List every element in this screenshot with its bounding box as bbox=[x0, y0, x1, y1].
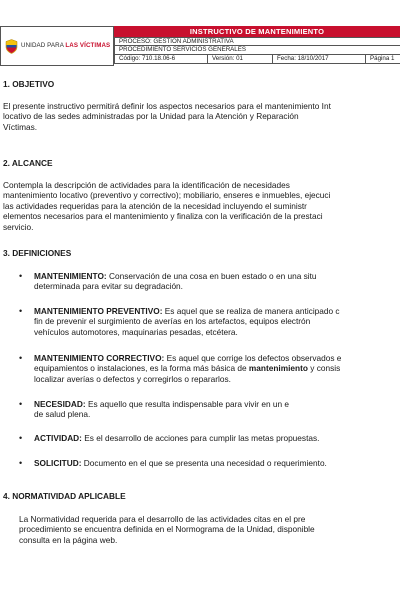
text-line: locativo de las sedes administradas por la Unidad para la Atención y Reparación bbox=[3, 111, 299, 122]
bullet-icon: • bbox=[19, 353, 23, 363]
text-line: MANTENIMIENTO: Conservación de una cosa en buen estado o en una situ bbox=[34, 271, 317, 281]
divider bbox=[207, 55, 208, 63]
text-line: SOLICITUD: Documento en el que se presenta una necesidad o requerimiento. bbox=[34, 458, 327, 468]
bullet-icon: • bbox=[19, 271, 23, 281]
meta-row bbox=[114, 55, 400, 64]
text-line: de salud plena. bbox=[34, 409, 91, 420]
text-line: las actividades requeridas para la atención de la necesidad incluyendo el suministr bbox=[3, 200, 307, 211]
definition-text bbox=[34, 433, 319, 443]
definition-text bbox=[34, 399, 289, 420]
section-title-alcance: 2. ALCANCE bbox=[3, 158, 53, 168]
text-line: elementos necesarios para el mantenimiento y finaliza con la verificación de la prestaci bbox=[3, 211, 323, 222]
text-line: localizar averías o defectos y corregirlos o repararlos. bbox=[34, 373, 231, 384]
text-line: consulta en la página web. bbox=[19, 534, 118, 545]
logo-box bbox=[0, 26, 114, 66]
text-line: ACTIVIDAD: Es el desarrollo de acciones para cumplir las metas propuestas. bbox=[34, 433, 320, 443]
alcance-paragraph bbox=[3, 180, 330, 232]
definition-text bbox=[34, 306, 340, 337]
date-cell: Fecha: 18/10/2017 bbox=[277, 55, 329, 62]
text-line: Víctimas. bbox=[3, 121, 38, 132]
section-title-normatividad: 4. NORMATIVIDAD APLICABLE bbox=[3, 491, 126, 501]
text-line: equipamientos o instalaciones, es la forma más básica de mantenimiento y consis bbox=[34, 363, 341, 374]
section-title-objetivo: 1. OBJETIVO bbox=[3, 79, 55, 89]
section-title-definiciones: 3. DEFINICIONES bbox=[3, 248, 72, 258]
text-line: NECESIDAD: Es aquello que resulta indispensable para vivir en un e bbox=[34, 399, 290, 409]
code-cell: Código: 710.18.06-6 bbox=[119, 55, 176, 62]
text-line: mantenimiento locativo (preventivo y correctivo); mobiliario, enseres e inmuebles, ejecuci bbox=[3, 190, 331, 201]
text-line: La Normatividad requerida para el desarrollo de las actividades citas en el pre bbox=[19, 514, 306, 524]
text-line: vehículos automotores, maquinarias pesadas, etcétera. bbox=[34, 326, 238, 337]
definition-text bbox=[34, 353, 341, 384]
page-cell: Página 1 bbox=[370, 55, 395, 62]
logo-text: UNIDAD PARA LAS VÍCTIMAS bbox=[21, 42, 111, 49]
text-line: fin de prevenir el surgimiento de averías en los artefactos, equipos electrón bbox=[34, 316, 311, 327]
text-line: procedimiento se encuentra definida en el Normograma de la Unidad, disponible bbox=[19, 524, 315, 535]
document-title: INSTRUCTIVO DE MANTENIMIENTO bbox=[114, 26, 400, 37]
divider bbox=[365, 55, 366, 63]
document-header bbox=[0, 26, 400, 66]
bullet-icon: • bbox=[19, 306, 23, 316]
definition-text bbox=[34, 458, 327, 468]
colombia-crest-icon bbox=[5, 39, 18, 54]
text-line: determinada para evitar su degradación. bbox=[34, 281, 183, 292]
objetivo-paragraph bbox=[3, 101, 331, 132]
definition-text bbox=[34, 271, 317, 292]
text-line: MANTENIMIENTO PREVENTIVO: Es aquel que se realiza de manera anticipado c bbox=[34, 306, 340, 316]
text-line: Contempla la descripción de actividades para la identificación de necesidades bbox=[3, 180, 290, 190]
procedure-row: PROCEDIMIENTO SERVICIOS GENERALES bbox=[114, 46, 400, 55]
text-line: servicio. bbox=[3, 221, 34, 232]
bullet-icon: • bbox=[19, 433, 23, 443]
text-line: MANTENIMIENTO CORRECTIVO: Es aquel que corrige los defectos observados e bbox=[34, 353, 342, 363]
process-row: PROCESO: GESTION ADMINISTRATIVA bbox=[114, 37, 400, 46]
bullet-icon: • bbox=[19, 458, 23, 468]
divider bbox=[272, 55, 273, 63]
bullet-icon: • bbox=[19, 399, 23, 409]
version-cell: Versión: 01 bbox=[212, 55, 243, 62]
text-line: El presente instructivo permitirá definir los aspectos necesarios para el mantenimiento Int bbox=[3, 101, 331, 111]
normatividad-paragraph bbox=[19, 514, 315, 545]
